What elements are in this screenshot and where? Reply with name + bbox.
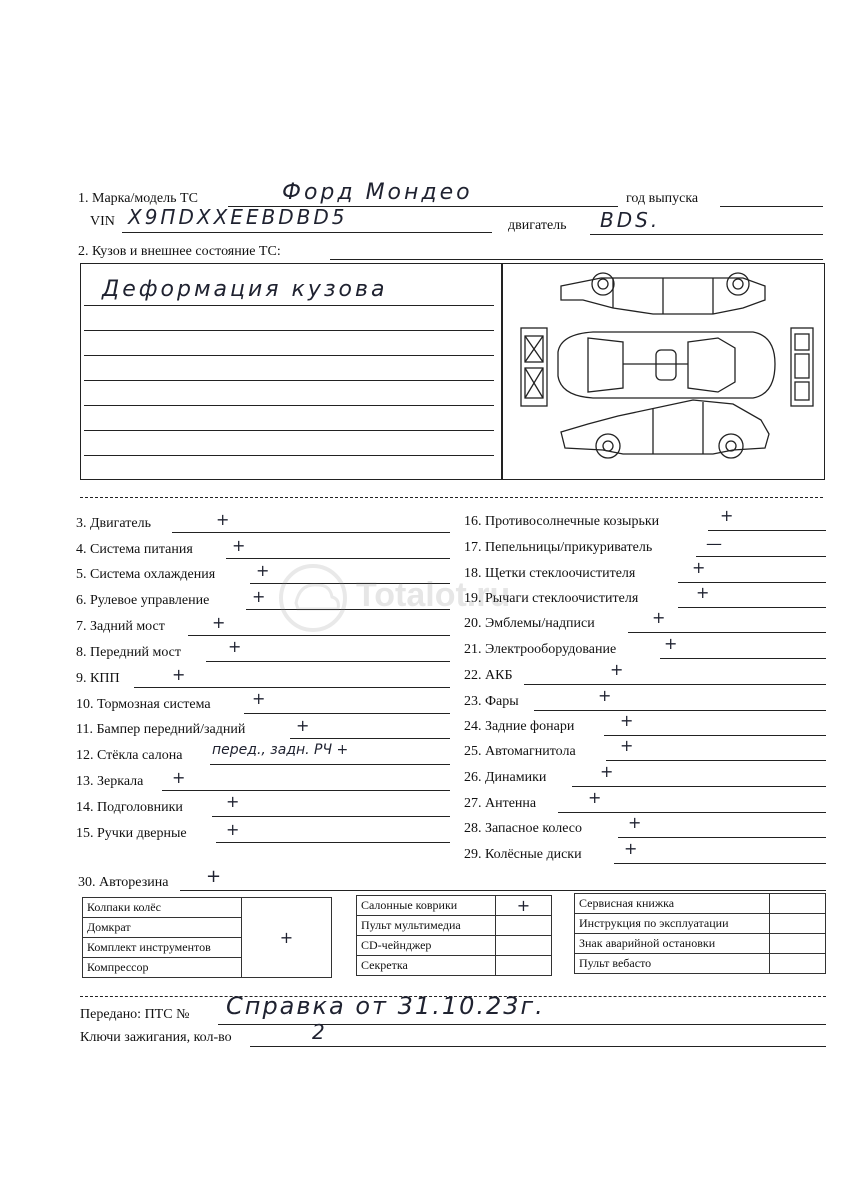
list-item: 19. Рычаги стеклоочистителя + [464,591,826,613]
list-item: 16. Противосолнечные козырьки + [464,514,826,536]
table-row: CD-чейнджер [357,936,552,956]
list-item: 7. Задний мост + [76,619,454,641]
note-line [84,430,494,431]
pts-value: Справка от 31.10.23г. [226,992,545,1020]
make-model-label: 1. Марка/модель ТС [78,191,198,206]
table-row: Салонные коврики + [357,896,552,916]
keys-value: 2 [312,1020,325,1044]
table-row: Пульт вебасто [575,954,826,974]
section-divider [80,497,823,498]
list-item: 29. Колёсные диски + [464,847,826,869]
list-item: 10. Тормозная система + [76,697,454,719]
list-item: 8. Передний мост + [76,645,454,667]
table-row: Инструкция по эксплуатации [575,914,826,934]
watermark-logo-icon [278,553,348,643]
list-item: 24. Задние фонари + [464,719,826,741]
pts-line [218,1024,826,1025]
list-item: 6. Рулевое управление + [76,593,454,615]
watermark: Totalot.ru [278,548,548,648]
list-item: 20. Эмблемы/надписи + [464,616,826,638]
table-row: Колпаки колёс + [83,898,332,918]
keys-line [250,1046,826,1047]
engine-line [590,234,823,235]
body-section-label: 2. Кузов и внешнее состояние ТС: [78,244,281,259]
list-item: 11. Бампер передний/задний + [76,722,454,744]
keys-label: Ключи зажигания, кол-во [80,1030,232,1045]
body-note: Деформация кузова [102,277,388,302]
table-row: Пульт мультимедиа [357,916,552,936]
tires-label: 30. Авторезина [78,875,169,890]
list-item: 5. Система охлаждения + [76,567,454,589]
engine-label: двигатель [508,218,567,233]
accessories-table-3 [574,893,826,974]
list-item: 14. Подголовники + [76,800,454,822]
pts-label: Передано: ПТС № [80,1007,190,1022]
list-item: 22. АКБ + [464,668,826,690]
list-item: 12. Стёкла салона перед., задн. РЧ + [76,748,454,770]
body-section-line [330,259,823,260]
year-line [720,206,823,207]
list-item: 18. Щетки стеклоочистителя + [464,566,826,588]
list-item: 15. Ручки дверные + [76,826,454,848]
vin-value: X9ПDXXEEBDBD5 [128,205,348,229]
engine-value: BDS. [600,208,661,232]
table-row: Сервисная книжка [575,894,826,914]
accessories-table-2 [356,895,552,976]
note-line [84,455,494,456]
tires-mark: + [206,866,222,887]
car-diagram-box [502,263,825,480]
table-row: Знак аварийной остановки [575,934,826,954]
list-item: 21. Электрооборудование + [464,642,826,664]
vin-label: VIN [90,214,115,229]
note-line [84,355,494,356]
table-row: Домкрат [83,918,332,938]
car-diagram [503,264,824,479]
list-item: 4. Система питания + [76,542,454,564]
list-item: 28. Запасное колесо + [464,821,826,843]
table-row: Компрессор [83,958,332,978]
note-line [84,405,494,406]
list-item: 13. Зеркала + [76,774,454,796]
list-item: 26. Динамики + [464,770,826,792]
note-line [84,305,494,306]
list-item: 25. Автомагнитола + [464,744,826,766]
year-label: год выпуска [626,191,699,206]
tires-line [180,890,826,891]
list-item: 9. КПП + [76,671,454,693]
table-row: Секретка [357,956,552,976]
list-item: 27. Антенна + [464,796,826,818]
accessories-table-1 [82,897,332,978]
list-item: 3. Двигатель + [76,516,454,538]
list-item: 17. Пепельницы/прикуриватель — [464,540,826,562]
table-row: Комплект инструментов [83,938,332,958]
list-item: 23. Фары + [464,694,826,716]
note-line [84,330,494,331]
note-line [84,380,494,381]
make-model-value: Форд Мондео [282,180,473,205]
vin-line [122,232,492,233]
